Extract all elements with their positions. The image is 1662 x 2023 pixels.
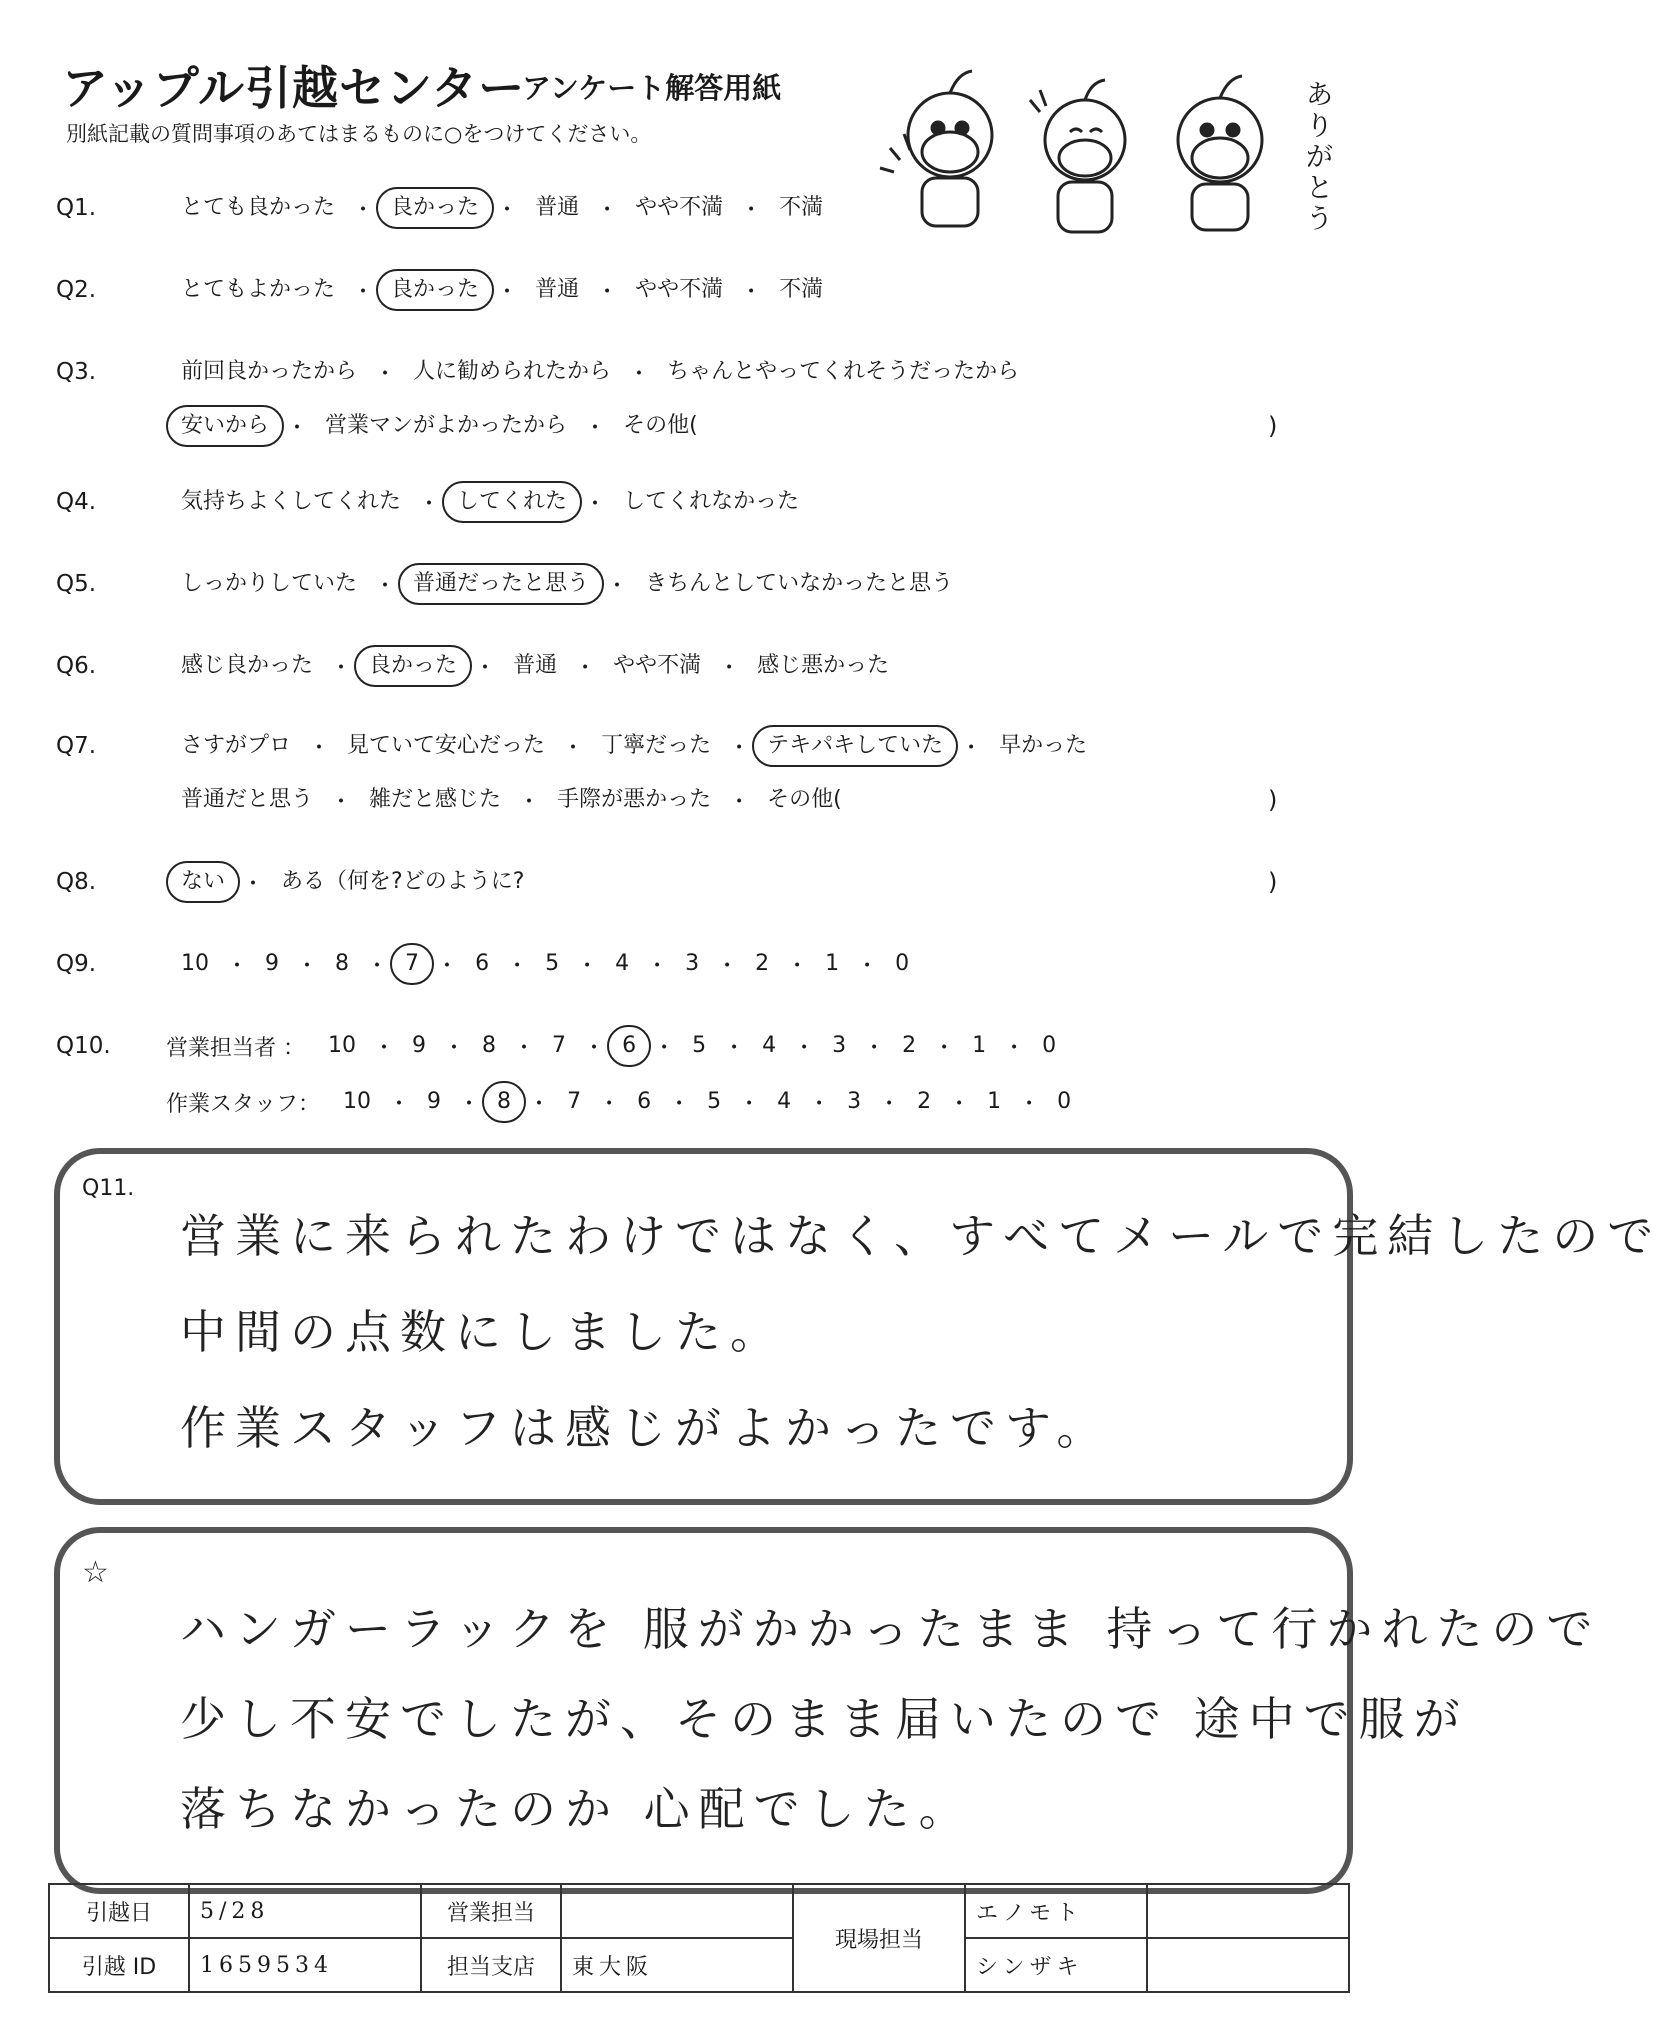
option[interactable]: 手際が悪かった bbox=[557, 787, 712, 812]
option[interactable]: ある（何を?どのように? bbox=[281, 869, 525, 894]
option[interactable]: 不満 bbox=[779, 195, 824, 220]
option[interactable]: 2 bbox=[755, 951, 770, 976]
separator-dot: ・ bbox=[474, 655, 497, 681]
separator-dot: ・ bbox=[933, 1035, 956, 1061]
separator-dot: ・ bbox=[574, 655, 597, 681]
separator-dot: ・ bbox=[242, 871, 265, 897]
separator-dot: ・ bbox=[738, 1091, 761, 1117]
option[interactable]: とてもよかった bbox=[181, 277, 336, 302]
option[interactable]: 1 bbox=[972, 1033, 987, 1058]
selected-option[interactable]: 普通だったと思う bbox=[398, 563, 604, 605]
option[interactable]: 0 bbox=[1057, 1089, 1072, 1114]
separator-dot: ・ bbox=[584, 491, 607, 517]
option[interactable]: 不満 bbox=[779, 277, 824, 302]
option[interactable]: 前回良かったから bbox=[181, 359, 358, 384]
option[interactable]: 3 bbox=[685, 951, 700, 976]
sales-value bbox=[561, 1884, 793, 1938]
move-date-value: 5/28 bbox=[189, 1884, 421, 1938]
option[interactable]: 普通 bbox=[535, 195, 580, 220]
separator-dot: ・ bbox=[718, 655, 741, 681]
separator-dot: ・ bbox=[598, 1091, 621, 1117]
option-list bbox=[166, 480, 814, 524]
separator-dot: ・ bbox=[948, 1091, 971, 1117]
separator-dot: ・ bbox=[576, 953, 599, 979]
separator-dot: ・ bbox=[653, 1035, 676, 1061]
selected-option[interactable]: ない bbox=[166, 861, 240, 903]
site-staff-2: シンザキ bbox=[965, 1938, 1147, 1992]
selected-option[interactable]: 安いから bbox=[166, 405, 284, 447]
option[interactable]: 早かった bbox=[999, 733, 1088, 758]
option-list bbox=[166, 942, 924, 986]
empty-cell bbox=[1147, 1884, 1349, 1938]
separator-dot: ・ bbox=[584, 415, 607, 441]
option-list bbox=[166, 778, 857, 822]
move-id-label: 引越 ID bbox=[49, 1938, 189, 1992]
option[interactable]: 6 bbox=[475, 951, 490, 976]
separator-dot: ・ bbox=[374, 573, 397, 599]
question-row bbox=[56, 186, 1416, 230]
q11-line: 作業スタッフは感じがよかったです。 bbox=[180, 1401, 1112, 1455]
option[interactable]: 3 bbox=[832, 1033, 847, 1058]
separator-dot: ・ bbox=[436, 953, 459, 979]
option[interactable]: 5 bbox=[545, 951, 560, 976]
option[interactable]: 普通だと思う bbox=[181, 787, 314, 812]
option[interactable]: 雑だと感じた bbox=[369, 787, 502, 812]
q11-comment-box bbox=[54, 1148, 1662, 1505]
option-list bbox=[166, 860, 539, 904]
instruction-text: 別紙記載の質問事項のあてはまるものに○をつけてください。 bbox=[66, 122, 652, 146]
option[interactable]: とても良かった bbox=[181, 195, 336, 220]
closing-paren: ) bbox=[1268, 868, 1278, 896]
site-staff-1: エノモト bbox=[965, 1884, 1147, 1938]
question-number: Q2. bbox=[56, 277, 97, 303]
separator-dot: ・ bbox=[728, 789, 751, 815]
separator-dot: ・ bbox=[723, 1035, 746, 1061]
option-list bbox=[166, 1024, 1071, 1068]
separator-dot: ・ bbox=[518, 789, 541, 815]
option[interactable]: きちんとしていなかったと思う bbox=[645, 571, 954, 596]
company-name: アップル引越センター bbox=[62, 61, 526, 115]
option[interactable]: 気持ちよくしてくれた bbox=[181, 489, 402, 514]
separator-dot: ・ bbox=[606, 573, 629, 599]
separator-dot: ・ bbox=[374, 361, 397, 387]
separator-dot: ・ bbox=[286, 415, 309, 441]
option[interactable]: 9 bbox=[427, 1089, 442, 1114]
separator-dot: ・ bbox=[740, 279, 763, 305]
separator-dot: ・ bbox=[373, 1035, 396, 1061]
question-number: Q3. bbox=[56, 359, 97, 385]
option[interactable]: やや不満 bbox=[635, 195, 724, 220]
question-number: Q6. bbox=[56, 653, 97, 679]
separator-dot: ・ bbox=[1003, 1035, 1026, 1061]
separator-dot: ・ bbox=[443, 1035, 466, 1061]
selected-option[interactable]: してくれた bbox=[442, 481, 582, 523]
question-number: Q8. bbox=[56, 869, 97, 895]
thanks-text: ありがとう bbox=[1306, 80, 1333, 235]
option[interactable]: 8 bbox=[335, 951, 350, 976]
separator-dot: ・ bbox=[583, 1035, 606, 1061]
option[interactable]: 感じ悪かった bbox=[757, 653, 890, 678]
q11-line: 中間の点数にしました。 bbox=[180, 1305, 785, 1359]
option-list bbox=[166, 724, 1102, 768]
question-row bbox=[56, 350, 1416, 394]
separator-dot: ・ bbox=[330, 789, 353, 815]
option[interactable]: 10 bbox=[328, 1033, 356, 1058]
separator-dot: ・ bbox=[226, 953, 249, 979]
selected-option[interactable]: テキパキしていた bbox=[752, 725, 958, 767]
option[interactable]: やや不満 bbox=[635, 277, 724, 302]
option[interactable]: 3 bbox=[847, 1089, 862, 1114]
question-row bbox=[56, 480, 1416, 524]
option-list bbox=[166, 644, 904, 688]
separator-dot: ・ bbox=[646, 953, 669, 979]
option[interactable]: 普通 bbox=[535, 277, 580, 302]
question-row bbox=[56, 724, 1416, 768]
option[interactable]: 9 bbox=[412, 1033, 427, 1058]
separator-dot: ・ bbox=[728, 735, 751, 761]
option[interactable]: 1 bbox=[987, 1089, 1002, 1114]
q11-line: 営業に来られたわけではなく、すべてメールで完結したので bbox=[180, 1209, 1662, 1263]
separator-dot: ・ bbox=[352, 197, 375, 223]
separator-dot: ・ bbox=[596, 197, 619, 223]
separator-dot: ・ bbox=[296, 953, 319, 979]
star-line: 落ちなかったのか 心配でした。 bbox=[180, 1782, 974, 1836]
separator-dot: ・ bbox=[366, 953, 389, 979]
option[interactable]: してくれなかった bbox=[623, 489, 800, 514]
question-number: Q10. bbox=[56, 1033, 111, 1059]
option[interactable]: 感じ良かった bbox=[181, 653, 314, 678]
option[interactable]: 8 bbox=[482, 1033, 497, 1058]
question-row bbox=[56, 860, 1416, 904]
question-row bbox=[56, 942, 1416, 986]
separator-dot: ・ bbox=[458, 1091, 481, 1117]
option[interactable]: 10 bbox=[343, 1089, 372, 1114]
option[interactable]: 4 bbox=[615, 951, 630, 976]
option[interactable]: 4 bbox=[777, 1089, 792, 1114]
separator-dot: ・ bbox=[308, 735, 331, 761]
selected-option[interactable]: 良かった bbox=[376, 269, 494, 311]
option[interactable]: 0 bbox=[1042, 1033, 1057, 1058]
separator-dot: ・ bbox=[513, 1035, 536, 1061]
star-label: ☆ bbox=[82, 1555, 109, 1590]
separator-dot: ・ bbox=[388, 1091, 411, 1117]
option-list bbox=[166, 350, 1034, 394]
option[interactable]: 5 bbox=[707, 1089, 722, 1114]
rating-sublabel: 営業担当者 ： bbox=[166, 1035, 305, 1061]
question-number: Q7. bbox=[56, 733, 97, 759]
separator-dot: ・ bbox=[786, 953, 809, 979]
question-row bbox=[56, 778, 1416, 822]
site-label: 現場担当 bbox=[793, 1884, 965, 1992]
separator-dot: ・ bbox=[496, 197, 519, 223]
option[interactable]: その他( bbox=[767, 787, 842, 812]
option[interactable]: さすがプロ bbox=[181, 733, 292, 758]
question-number: Q4. bbox=[56, 489, 97, 515]
option[interactable]: ちゃんとやってくれそうだったから bbox=[667, 359, 1020, 384]
option[interactable]: 普通 bbox=[513, 653, 558, 678]
move-date-label: 引越日 bbox=[49, 1884, 189, 1938]
question-row bbox=[56, 1080, 1416, 1124]
separator-dot: ・ bbox=[352, 279, 375, 305]
separator-dot: ・ bbox=[808, 1091, 831, 1117]
option[interactable]: しっかりしていた bbox=[181, 571, 358, 596]
separator-dot: ・ bbox=[793, 1035, 816, 1061]
option[interactable]: 見ていて安心だった bbox=[347, 733, 546, 758]
rating-sublabel: 作業スタッフ： bbox=[166, 1091, 321, 1117]
question-number: Q1. bbox=[56, 195, 97, 221]
option[interactable]: 4 bbox=[762, 1033, 777, 1058]
separator-dot: ・ bbox=[496, 279, 519, 305]
option[interactable]: 1 bbox=[825, 951, 840, 976]
branch-label: 担当支店 bbox=[421, 1938, 561, 1992]
option[interactable]: 丁寧だった bbox=[601, 733, 712, 758]
selected-option[interactable]: 7 bbox=[390, 943, 434, 985]
separator-dot: ・ bbox=[856, 953, 879, 979]
star-line: ハンガーラックを 服がかかったまま 持って行かれたので bbox=[180, 1602, 1602, 1656]
additional-comment-box bbox=[54, 1527, 1602, 1894]
q11-label: Q11. bbox=[82, 1176, 135, 1201]
separator-dot: ・ bbox=[418, 491, 441, 517]
separator-dot: ・ bbox=[960, 735, 983, 761]
separator-dot: ・ bbox=[330, 655, 353, 681]
sales-label: 営業担当 bbox=[421, 1884, 561, 1938]
option[interactable]: 9 bbox=[265, 951, 280, 976]
option[interactable]: 営業マンがよかったから bbox=[325, 413, 568, 438]
option[interactable]: 7 bbox=[567, 1089, 582, 1114]
empty-cell bbox=[1147, 1938, 1349, 1992]
option-list bbox=[166, 1080, 1086, 1124]
option[interactable]: 0 bbox=[895, 951, 910, 976]
option[interactable]: 7 bbox=[552, 1033, 567, 1058]
footer-table bbox=[48, 1883, 1350, 1993]
option[interactable]: やや不満 bbox=[613, 653, 702, 678]
separator-dot: ・ bbox=[668, 1091, 691, 1117]
question-row bbox=[56, 268, 1416, 312]
option-list bbox=[166, 404, 713, 448]
option[interactable]: 6 bbox=[637, 1089, 652, 1114]
selected-option[interactable]: 良かった bbox=[354, 645, 472, 687]
option[interactable]: 5 bbox=[692, 1033, 707, 1058]
separator-dot: ・ bbox=[878, 1091, 901, 1117]
selected-option[interactable]: 8 bbox=[482, 1081, 526, 1123]
option[interactable]: 10 bbox=[181, 951, 209, 976]
form-title: アンケート解答用紙 bbox=[522, 71, 782, 105]
separator-dot: ・ bbox=[716, 953, 739, 979]
star-line: 少し不安でしたが、そのまま届いたので 途中で服が bbox=[180, 1692, 1469, 1746]
branch-value: 東大阪 bbox=[561, 1938, 793, 1992]
separator-dot: ・ bbox=[506, 953, 529, 979]
option-list bbox=[166, 186, 838, 230]
option[interactable]: 2 bbox=[902, 1033, 917, 1058]
closing-paren: ) bbox=[1268, 786, 1278, 814]
separator-dot: ・ bbox=[528, 1091, 551, 1117]
question-row bbox=[56, 644, 1416, 688]
question-number: Q5. bbox=[56, 571, 97, 597]
separator-dot: ・ bbox=[740, 197, 763, 223]
separator-dot: ・ bbox=[863, 1035, 886, 1061]
option-list bbox=[166, 268, 838, 312]
option[interactable]: 2 bbox=[917, 1089, 932, 1114]
option[interactable]: その他( bbox=[623, 413, 698, 438]
option-list bbox=[166, 562, 968, 606]
question-row bbox=[56, 562, 1416, 606]
separator-dot: ・ bbox=[596, 279, 619, 305]
move-id-value: 1659534 bbox=[189, 1938, 421, 1992]
question-row bbox=[56, 404, 1416, 448]
separator-dot: ・ bbox=[628, 361, 651, 387]
closing-paren: ) bbox=[1268, 412, 1278, 440]
separator-dot: ・ bbox=[562, 735, 585, 761]
question-row bbox=[56, 1024, 1416, 1068]
selected-option[interactable]: 良かった bbox=[376, 187, 494, 229]
selected-option[interactable]: 6 bbox=[607, 1025, 651, 1067]
option[interactable]: 人に勧められたから bbox=[413, 359, 612, 384]
question-number: Q9. bbox=[56, 951, 97, 977]
separator-dot: ・ bbox=[1018, 1091, 1041, 1117]
